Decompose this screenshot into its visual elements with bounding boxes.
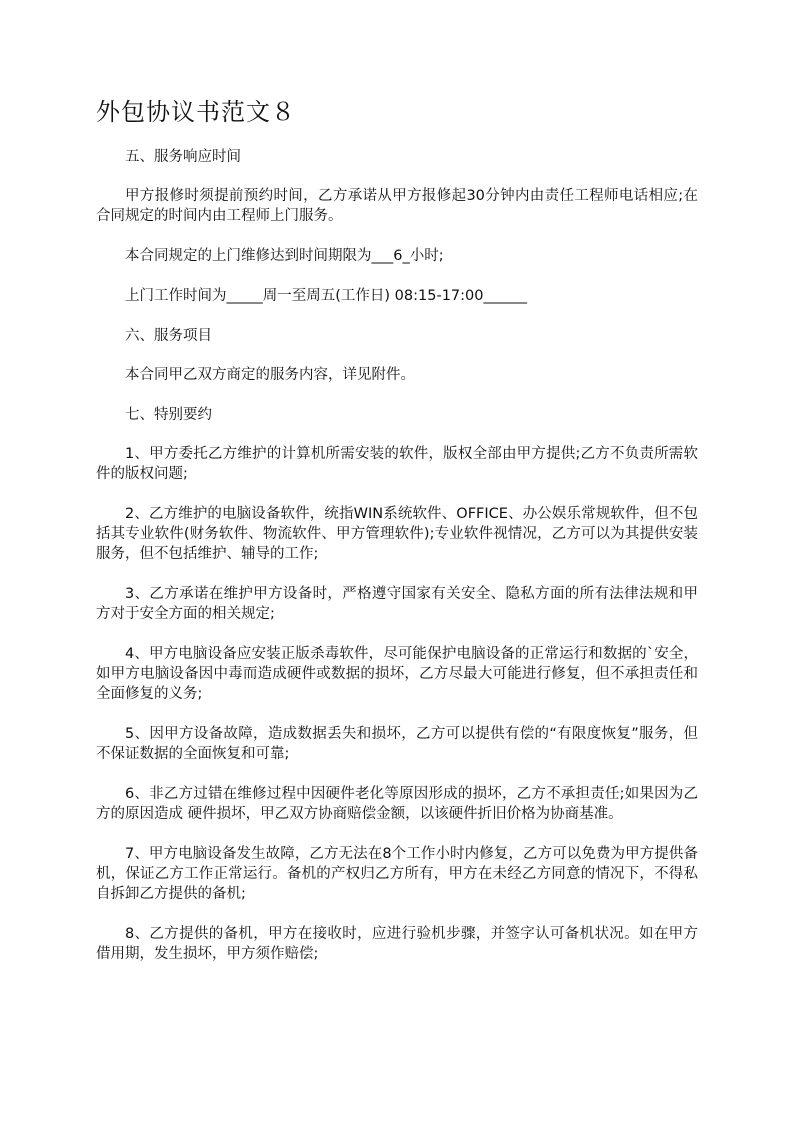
paragraph: 本合同规定的上门维修达到时间期限为___6_小时; [125,248,444,264]
section-heading-7: 七、特别要约 [125,407,212,423]
clause-item: 5、因甲方设备故障，造成数据丢失和损坏，乙方可以提供有偿的“有限度恢复”服务，但不保证数据的全面恢复和可靠; [96,726,698,762]
document-body [96,147,698,984]
paragraph: 上门工作时间为_____周一至周五(工作日) 08:15-17:00______ [125,288,527,304]
paragraph: 甲方报修时须提前预约时间，乙方承诺从甲方报修起30分钟内由责任工程师电话相应;在合同规定的时间内由工程师上门服务。 [96,188,698,224]
section-heading-5: 五、服务响应时间 [125,149,241,165]
section-heading-6: 六、服务项目 [125,328,212,344]
clause-item: 3、乙方承诺在维护甲方设备时，严格遵守国家有关安全、隐私方面的所有法律法规和甲方对于安全方面的相关规定; [96,586,698,622]
clause-item: 6、非乙方过错在维修过程中因硬件老化等原因形成的损坏，乙方不承担责任;如果因为乙方的原因造成 硬件损坏，甲乙双方协商赔偿金额，以该硬件折旧价格为协商基准。 [96,786,698,822]
clause-item: 4、甲方电脑设备应安装正版杀毒软件，尽可能保护电脑设备的正常运行和数据的`安全，如甲方电脑设备因中毒而造成硬件或数据的损坏，乙方尽最大可能进行修复，但不承担责任和全面修复的义务; [96,646,698,702]
clause-item: 8、乙方提供的备机，甲方在接收时，应进行验机步骤，并签字认可备机状况。如在甲方借用期，发生损坏，甲方须作赔偿; [96,926,698,962]
clause-item: 2、乙方维护的电脑设备软件，统指WIN系统软件、OFFICE、办公娱乐常规软件，但不包括其专业软件(财务软件、物流软件、甲方管理软件);专业软件视情况，乙方可以为其提供安装服务，但不包括维护、辅导的工作; [96,506,698,562]
clause-item: 1、甲方委托乙方维护的计算机所需安装的软件，版权全部由甲方提供;乙方不负责所需软件的版权问题; [96,446,698,482]
paragraph: 本合同甲乙双方商定的服务内容，详见附件。 [125,367,415,383]
document-title: 外包协议书范文８ [96,98,296,126]
clause-item: 7、甲方电脑设备发生故障，乙方无法在8个工作小时内修复，乙方可以免费为甲方提供备机，保证乙方工作正常运行。备机的产权归乙方所有，甲方在未经乙方同意的情况下，不得私自拆卸乙方提供的备机; [96,846,698,902]
